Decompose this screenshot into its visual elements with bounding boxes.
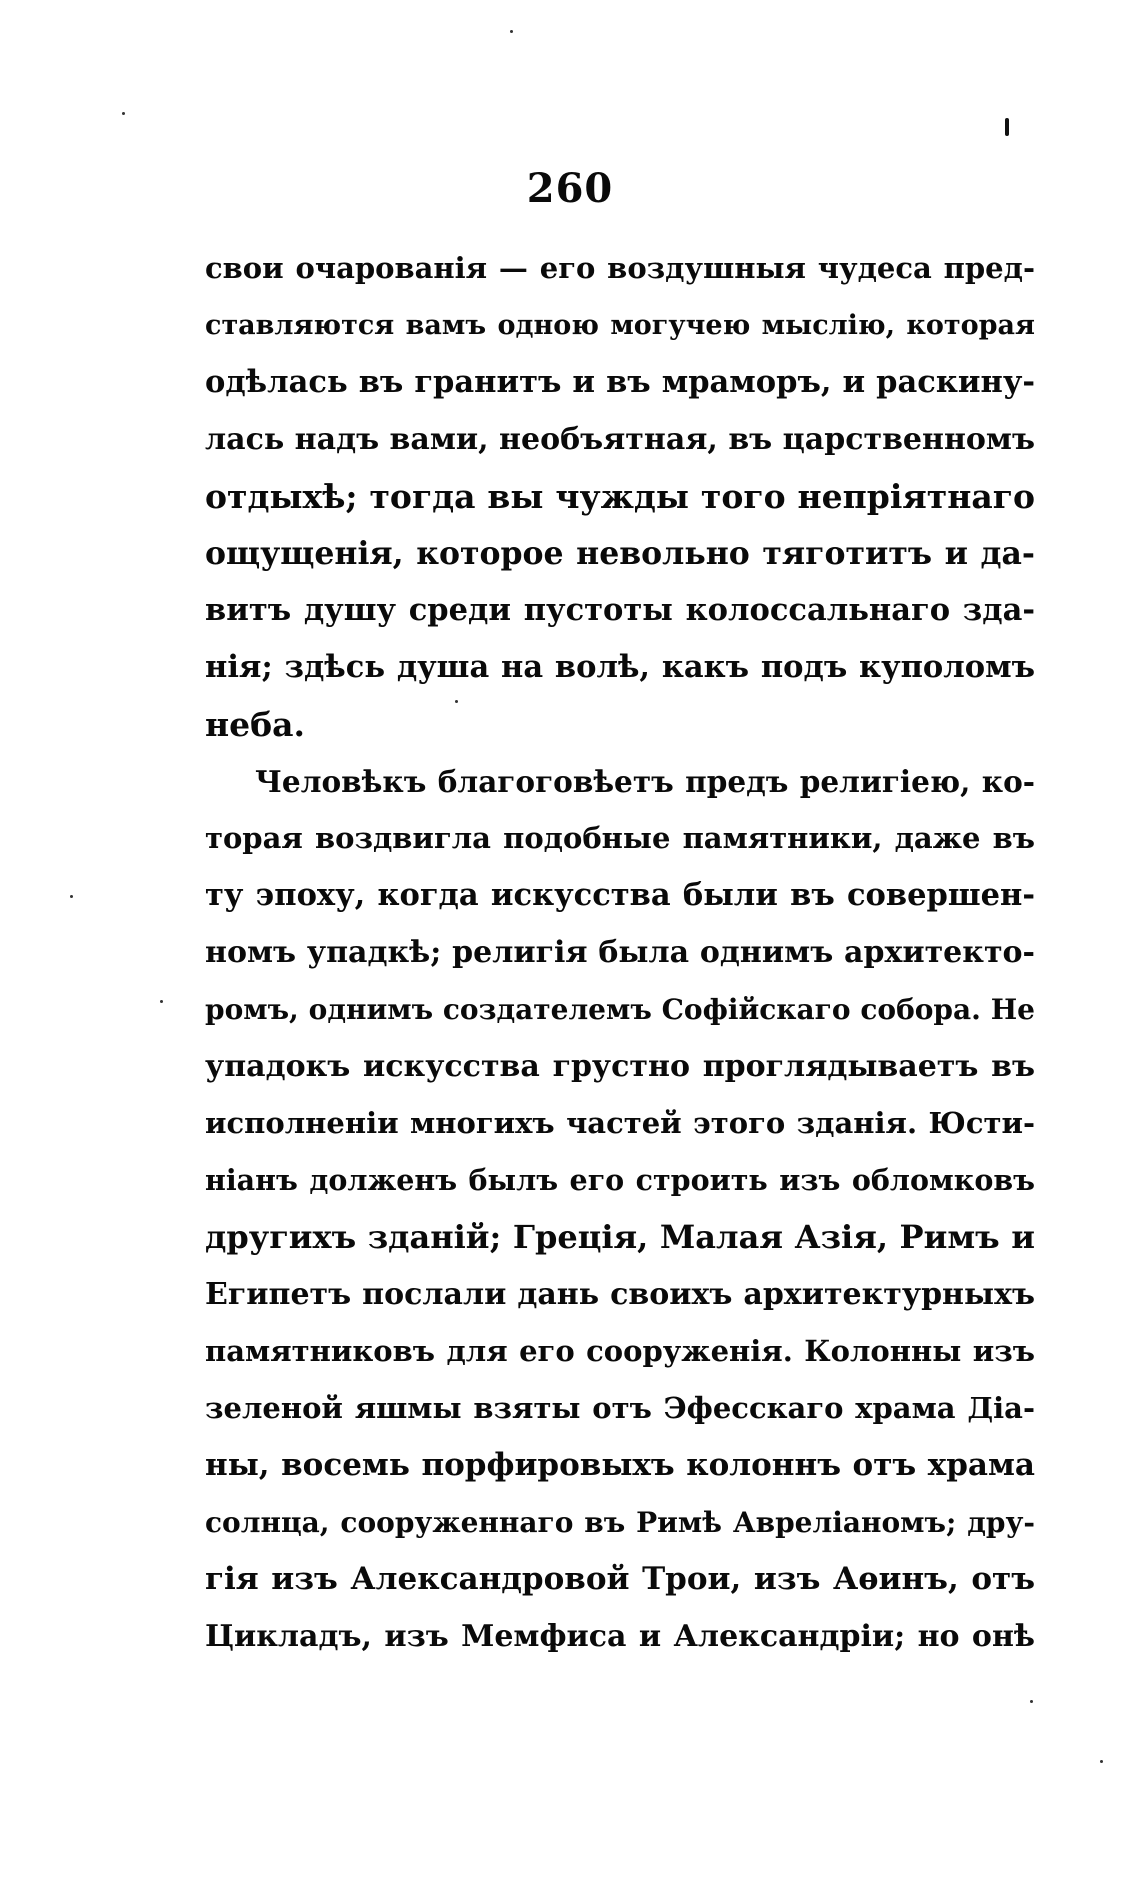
- text-line: гія изъ Александровой Трои, изъ Аѳинъ, отъ: [205, 1561, 1035, 1597]
- scan-speck: [160, 1000, 163, 1003]
- scan-speck: [510, 30, 513, 33]
- text-line: упадокъ искусства грустно проглядываетъ въ: [205, 1049, 1035, 1084]
- text-line: свои очарованія — его воздушныя чудеса пред-: [205, 251, 1035, 285]
- text-line: ромъ, однимъ создателемъ Софійскаго собора. Не: [205, 993, 1035, 1026]
- text-line: ставляются вамъ одною могучею мыслію, которая: [205, 310, 1035, 341]
- scan-speck: [455, 700, 458, 703]
- scan-speck: [70, 895, 73, 898]
- text-line: Египетъ послали дань своихъ архитектурныхъ: [205, 1277, 1035, 1312]
- text-line: Цикладъ, изъ Мемфиса и Александріи; но онѣ: [205, 1619, 1035, 1654]
- text-line: витъ душу среди пустоты колоссальнаго зда-: [205, 592, 1035, 628]
- text-line: одѣлась въ гранитъ и въ мраморъ, и раскину-: [205, 364, 1035, 400]
- scan-speck: [1100, 1760, 1103, 1763]
- page-number: 260: [526, 165, 614, 212]
- text-line: номъ упадкѣ; религія была однимъ архитекто-: [205, 935, 1035, 970]
- text-line: лась надъ вами, необъятная, въ царственномъ: [205, 422, 1035, 457]
- text-line: нія; здѣсь душа на волѣ, какъ подъ куполомъ: [205, 649, 1035, 685]
- text-line: отдыхѣ; тогда вы чужды того непріятнаго: [205, 477, 1035, 516]
- text-line: зеленой яшмы взяты отъ Эфесскаго храма Діа-: [205, 1391, 1035, 1425]
- text-line: ны, восемь порфировыхъ колоннъ отъ храма: [205, 1447, 1035, 1483]
- text-line: ощущенія, которое невольно тяготитъ и да-: [205, 535, 1035, 572]
- text-line: другихъ зданій; Греція, Малая Азія, Римъ и: [205, 1218, 1035, 1256]
- text-line: ніанъ долженъ былъ его строить изъ обломковъ: [205, 1163, 1035, 1197]
- body-text: [205, 240, 1035, 1665]
- text-line: Человѣкъ благоговѣетъ предъ религіею, ко-: [255, 764, 1035, 799]
- text-line: солнца, сооруженнаго въ Римѣ Авреліаномъ; дру-: [205, 1506, 1035, 1539]
- text-line: исполненіи многихъ частей этого зданія. Юсти-: [205, 1106, 1035, 1140]
- text-line: торая воздвигла подобные памятники, даже въ: [205, 821, 1035, 855]
- scan-speck: [122, 112, 125, 115]
- scan-speck: [1005, 118, 1009, 136]
- scan-speck: [1030, 1700, 1033, 1703]
- text-line: памятниковъ для его сооруженія. Колонны изъ: [205, 1334, 1035, 1368]
- text-line: неба.: [205, 705, 306, 744]
- text-line: ту эпоху, когда искусства были въ совершен-: [205, 877, 1035, 913]
